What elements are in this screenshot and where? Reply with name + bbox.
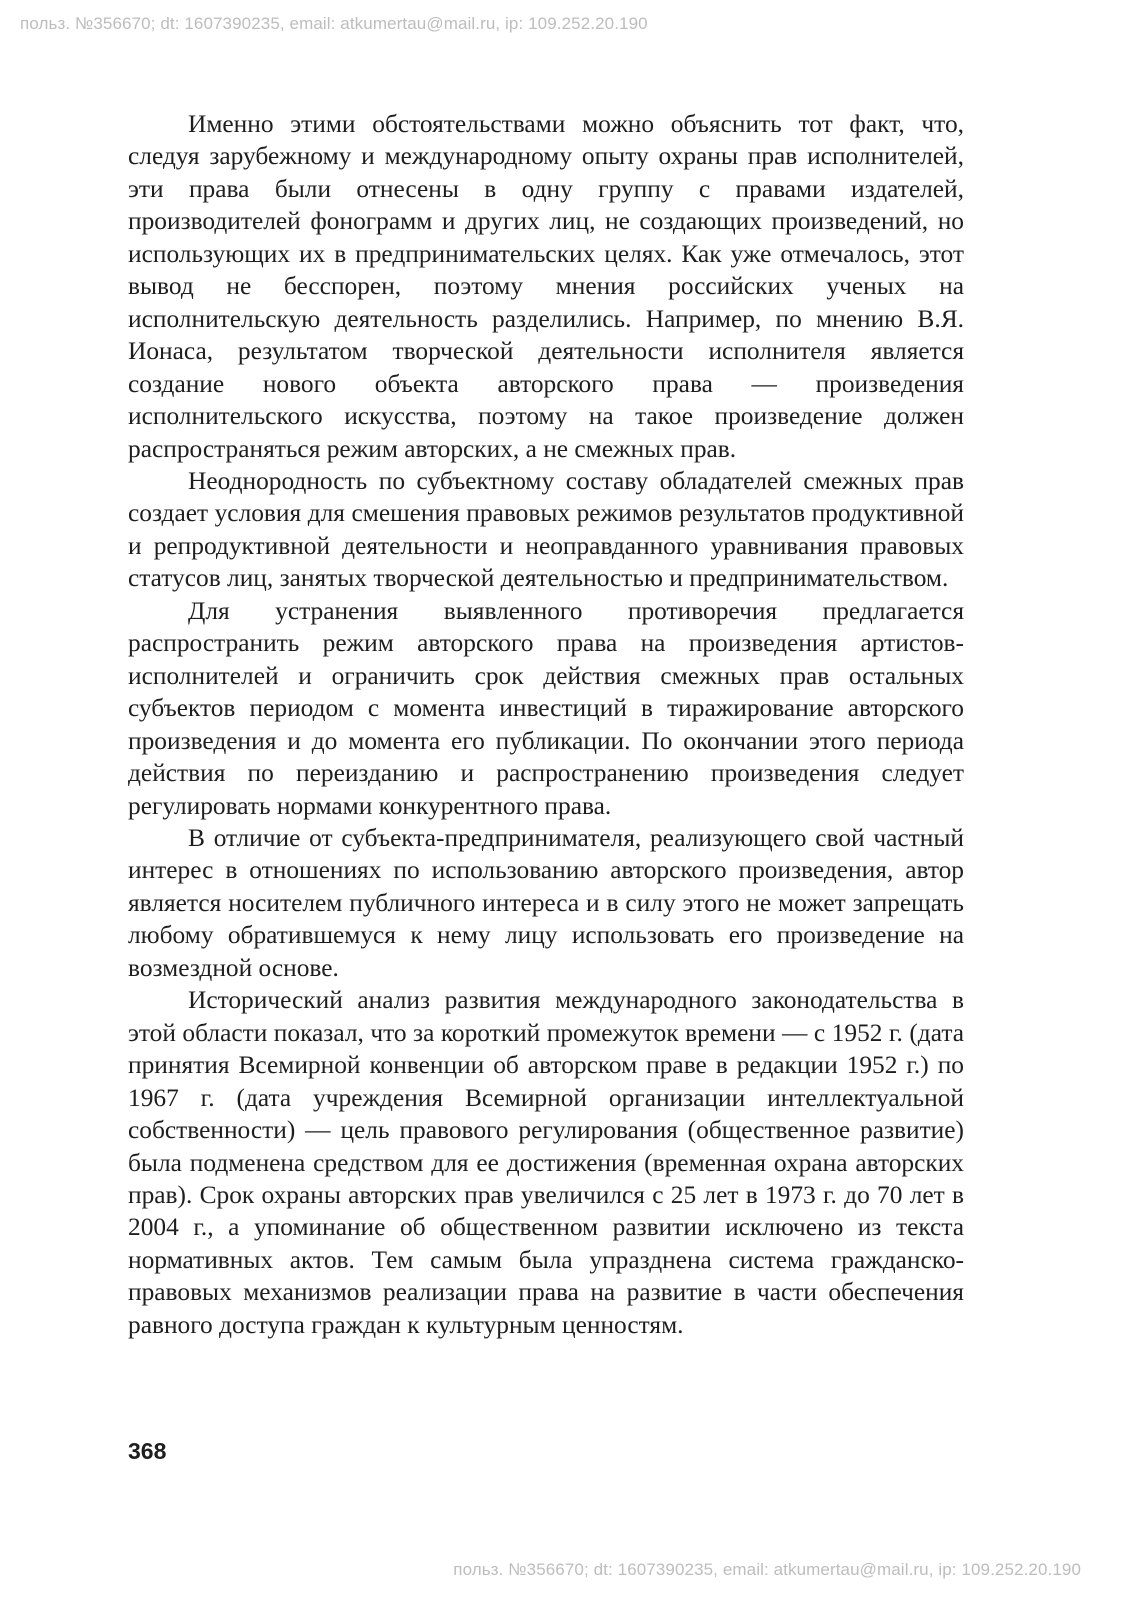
watermark-bottom: польз. №356670; dt: 1607390235, email: atkumertau@mail.ru, ip: 109.252.20.190 [453, 1560, 1081, 1579]
paragraph: Исторический анализ развития международного законодательства в этой области показал, что за короткий промежуток времени — с 1952 г. (дата принятия Всемирной конвенции об авторском праве в редакции 1952 г.) по 1967 г. (дата учреждения Всемирной организации интеллектуальной собственности) — цель правового регулирования (общественное развитие) была подменена средством для ее достижения (временная охрана авторских прав). Срок охраны авторских прав увеличился с 25 лет в 1973 г. до 70 лет в 2004 г., а упоминание об общественном развитии исключено из текста нормативных актов. Тем самым была упразднена система гражданско-правовых механизмов реализации права на развитие в части обеспечения равного доступа граждан к культурным ценностям. [128, 986, 964, 1339]
paragraph: Неоднородность по субъектному составу обладателей смежных прав создает условия для смешения правовых режимов результатов продуктивной и репродуктивной деятельности и неоправданного уравнивания правовых статусов лиц, занятых творческой деятельностью и предпринимательством. [128, 466, 964, 593]
watermark-top: польз. №356670; dt: 1607390235, email: atkumertau@mail.ru, ip: 109.252.20.190 [20, 14, 648, 33]
page-number: 368 [128, 1438, 167, 1464]
body-text [128, 108, 964, 1341]
paragraph: Для устранения выявленного противоречия предлагается распространить режим авторского права на произведения артистов-исполнителей и ограничить срок действия смежных прав остальных субъектов периодом с момента инвестиций в тиражирование авторского произведения и до момента его публикации. По окончании этого периода действия по переизданию и распространению произведения следует регулировать нормами конкурентного права. [128, 596, 964, 820]
paragraph: Именно этими обстоятельствами можно объяснить тот факт, что, следуя зарубежному и международному опыту охраны прав исполнителей, эти права были отнесены в одну группу с правами издателей, производителей фонограмм и других лиц, не создающих произведений, но использующих их в предпринимательских целях. Как уже отмечалось, этот вывод не бесспорен, поэтому мнения российских ученых на исполнительскую деятельность разделились. Например, по мнению В.Я. Ионаса, результатом творческой деятельности исполнителя является создание нового объекта авторского права — произведения исполнительского искусства, поэтому на такое произведение должен распространяться режим авторских, а не смежных прав. [128, 110, 964, 463]
paragraph: В отличие от субъекта-предпринимателя, реализующего свой частный интерес в отношениях по использованию авторского произведения, автор является носителем публичного интереса и в силу этого не может запрещать любому обратившемуся к нему лицу использовать его произведение на возмездной основе. [128, 823, 964, 982]
